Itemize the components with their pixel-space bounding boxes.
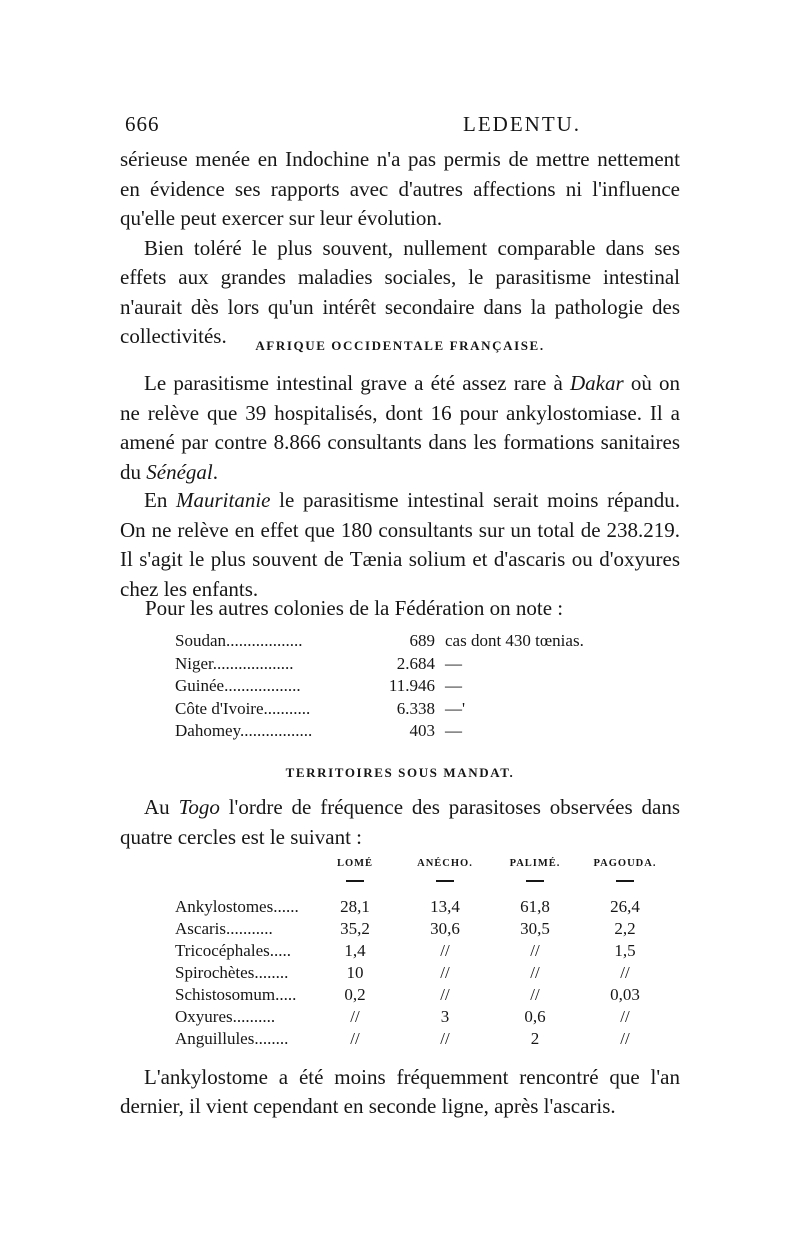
- section-heading-aof: AFRIQUE OCCIDENTALE FRANÇAISE.: [255, 338, 545, 353]
- table-cell: 1,5: [614, 941, 636, 960]
- column-header: LOMÉ: [336, 858, 374, 869]
- list-item: [175, 675, 675, 698]
- text-run: En: [144, 488, 176, 512]
- table-cell: 10: [346, 963, 364, 982]
- table-cell: 30,6: [430, 919, 460, 938]
- table-cell: 28,1: [340, 897, 370, 916]
- row-label: Ascaris...........: [175, 919, 273, 938]
- running-head: LEDENTU.: [463, 112, 582, 136]
- colony-count: 403: [409, 721, 435, 740]
- paragraph-togo: [120, 793, 680, 852]
- place-mauritanie: Mauritanie: [176, 488, 271, 512]
- aof-text: [120, 369, 680, 487]
- column-header: PAGOUDA.: [593, 858, 657, 869]
- row-label: Oxyures..........: [175, 1007, 276, 1026]
- colony-note: cas dont 430 tœnias.: [445, 631, 584, 650]
- list-item: [175, 720, 675, 743]
- colonies-intro: Pour les autres colonies de la Fédération on note :: [145, 596, 564, 620]
- opening-text: [120, 145, 680, 352]
- colony-name: Soudan..................: [175, 631, 303, 650]
- colonies-list: [175, 630, 675, 743]
- table-cell: //: [620, 1007, 630, 1026]
- colony-count: 689: [409, 631, 435, 650]
- column-rule: [526, 880, 544, 882]
- colony-name: Dahomey.................: [175, 721, 313, 740]
- table-cell: //: [440, 963, 450, 982]
- table-cell: //: [350, 1029, 360, 1048]
- table-cell: //: [620, 1029, 630, 1048]
- colony-note: —': [445, 698, 466, 718]
- table-cell: //: [350, 1007, 360, 1026]
- closing-text: [120, 1063, 680, 1121]
- colony-note: —: [445, 676, 462, 695]
- colony-note: —: [445, 721, 462, 740]
- text-run: Le parasitisme intestinal grave a été assez rare à: [144, 371, 570, 395]
- column-rule: [346, 880, 364, 882]
- table-cell: //: [530, 963, 540, 982]
- table-cell: 61,8: [520, 897, 550, 916]
- table-cell: //: [530, 985, 540, 1004]
- text-run: Au: [144, 795, 179, 819]
- place-togo: Togo: [178, 795, 220, 819]
- table-row: [175, 896, 655, 918]
- togo-text: [120, 793, 680, 852]
- table-cell: 3: [440, 1007, 450, 1026]
- row-label: Schistosomum.....: [175, 985, 297, 1004]
- colony-name: Niger...................: [175, 653, 294, 673]
- table-cell: 26,4: [610, 897, 640, 916]
- table-cell: 2: [530, 1029, 540, 1048]
- column-rule: [616, 880, 634, 882]
- table-row: [175, 962, 655, 984]
- table-cell: //: [440, 1029, 450, 1048]
- table-row: [175, 1028, 655, 1050]
- table-cell: 2,2: [614, 919, 636, 938]
- paragraph-continuation: sérieuse menée en Indochine n'a pas permis de mettre nettement en évidence ses rapports avec d'autres affections ni l'influence qu'elle peut exercer sur leur évolution.: [120, 147, 680, 230]
- colony-note: —: [445, 653, 462, 673]
- list-item: [175, 653, 675, 676]
- table-cell: 13,4: [430, 897, 460, 916]
- table-cell: //: [530, 941, 540, 960]
- column-header: ANÉCHO.: [417, 858, 473, 869]
- row-label: Spirochètes........: [175, 963, 289, 982]
- table-cell: 1,4: [344, 941, 366, 960]
- colony-name: Côte d'Ivoire...........: [175, 698, 311, 718]
- place-dakar: Dakar: [569, 371, 624, 395]
- table-cell: //: [620, 963, 630, 982]
- list-item: [175, 630, 675, 653]
- page-number: 666: [125, 112, 160, 136]
- place-senegal: Sénégal: [146, 459, 213, 484]
- column-header: PALIMÉ.: [509, 858, 561, 869]
- mauritanie-text: [120, 486, 680, 604]
- table-cell: 35,2: [340, 919, 370, 938]
- row-label: Anguillules........: [175, 1029, 289, 1048]
- table-row: [175, 984, 655, 1006]
- paragraph-ankylostome: L'ankylostome a été moins fréquemment rencontré que l'an dernier, il vient cependant en seconde ligne, après l'ascaris.: [120, 1065, 680, 1118]
- table-row: [175, 918, 655, 940]
- text-run: le parasitisme intestinal serait moins répandu. On ne relève en effet que 180 consultants sur un total de 238.219. Il s'agit le plus souvent de Tænia solium et d'ascaris ou d'oxyures chez les enfants.: [120, 488, 680, 601]
- table-cell: 0,2: [344, 985, 366, 1004]
- table-cell: 0,6: [524, 1007, 546, 1026]
- table-cell: //: [440, 941, 450, 960]
- paragraph-mauritanie: [120, 486, 680, 604]
- text-run: .: [212, 459, 218, 484]
- paragraph-dakar: [120, 369, 680, 487]
- colony-count: 11.946: [388, 676, 435, 695]
- row-label: Tricocéphales.....: [175, 941, 291, 960]
- text-run: où on ne relève que 39 hospitalisés, dont 16 pour ankylostomiase. Il a amené par contre 8.866 consultants dans les formations sanitaires du: [120, 371, 680, 484]
- list-item: [175, 698, 675, 721]
- table-cell: //: [440, 985, 450, 1004]
- row-label: Ankylostomes......: [175, 897, 299, 916]
- table-row: [175, 1006, 655, 1028]
- section-heading-mandate: TERRITOIRES SOUS MANDAT.: [285, 765, 515, 780]
- table-row: [175, 940, 655, 962]
- column-rule: [436, 880, 454, 882]
- colony-count: 6.338: [396, 698, 435, 718]
- table-cell: 0,03: [610, 985, 640, 1004]
- colony-count: 2.684: [396, 653, 435, 673]
- page-header: [125, 112, 685, 142]
- colony-name: Guinée..................: [175, 676, 301, 695]
- paragraph-parasitism-summary: Bien toléré le plus souvent, nullement comparable dans ses effets aux grandes maladies sociales, le parasitisme intestinal n'aurait dès lors qu'un intérêt secondaire dans la pathologie des collectivités.: [120, 235, 680, 348]
- text-run: l'ordre de fréquence des parasitoses observées dans quatre cercles est le suivant :: [120, 795, 680, 849]
- table-cell: 30,5: [520, 919, 550, 938]
